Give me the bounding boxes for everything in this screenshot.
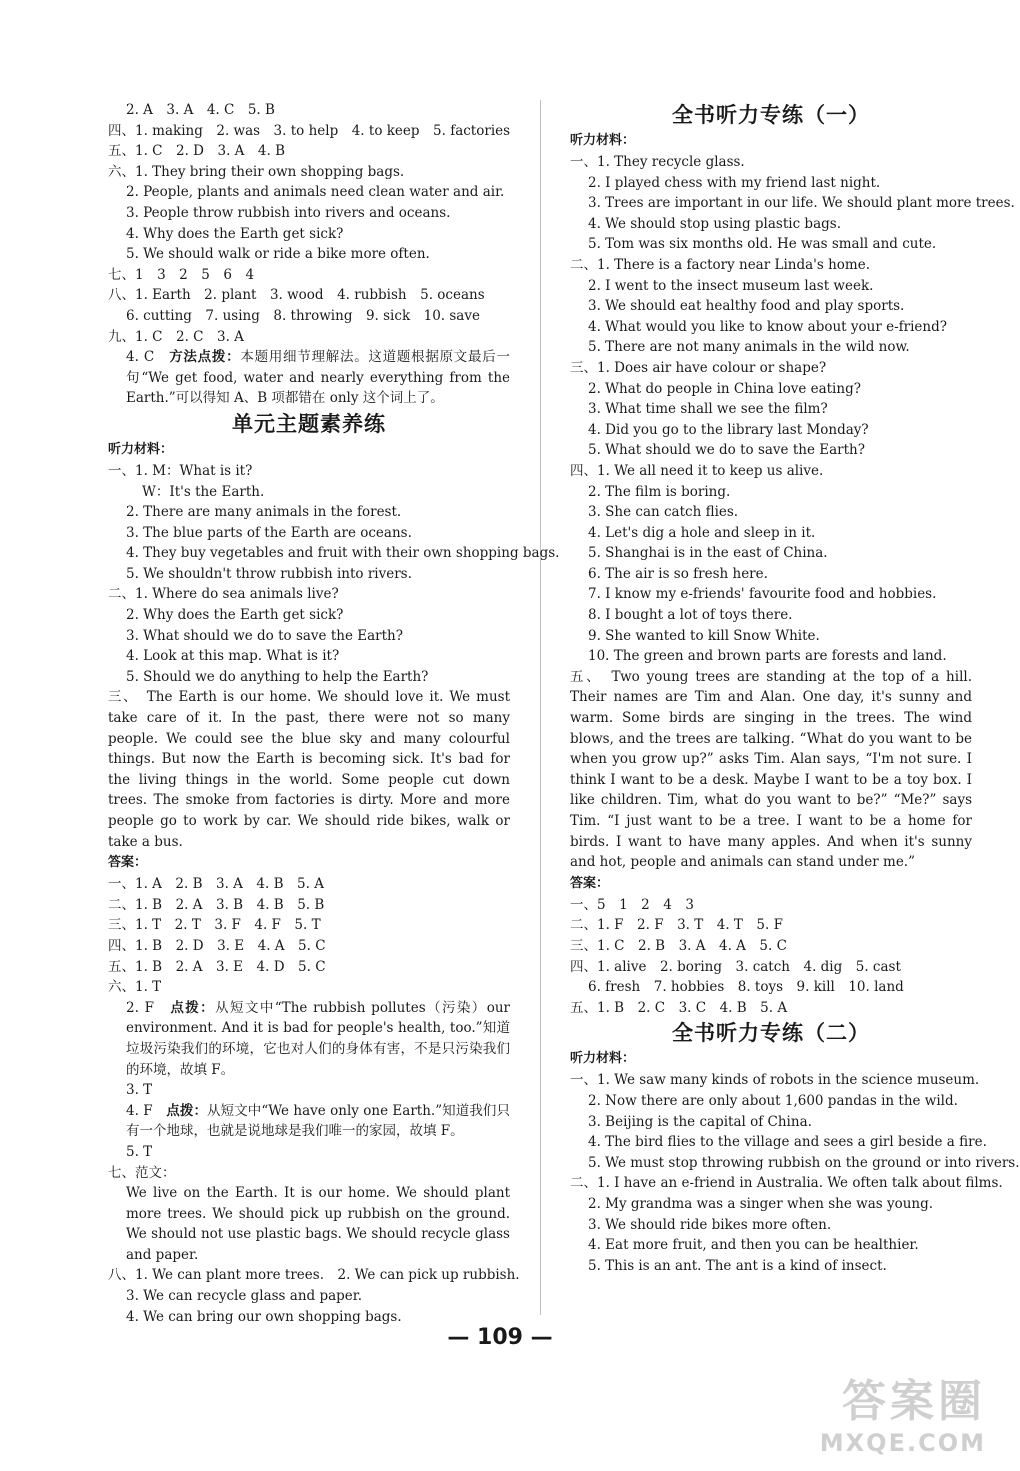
script-line: 2. What do people in China love eating? [588, 380, 861, 397]
script-line: 5. This is an ant. The ant is a kind of insect. [588, 1257, 887, 1274]
tip-label: 点拨： [170, 999, 216, 1016]
answer-line: 6. cutting 7. using 8. throwing 9. sick 10. save [126, 307, 480, 324]
answer-label: 答案： [108, 855, 148, 871]
script-line: 4. We should stop using plastic bags. [588, 215, 841, 232]
explanation-text: 本题用细节理解法。这道题根据原文最后一句“We get food, water and nearly everything from the Earth.”可以得知 A、B 项都错在 only 这个词上了。 [126, 349, 511, 407]
script-line: 四、1. We all need it to keep us alive. [570, 462, 824, 479]
right-column [570, 100, 1020, 1276]
script-line: 3. She can catch flies. [588, 504, 739, 521]
script-line: 5. Shanghai is in the east of China. [588, 545, 828, 562]
answer-prefix: 4. F [126, 1102, 167, 1119]
script-line: 3. We should ride bikes more often. [588, 1216, 832, 1233]
script-line: 2. There are many animals in the forest. [126, 504, 402, 521]
script-line: 一、1. We saw many kinds of robots in the science museum. [570, 1072, 980, 1089]
listening-material-label: 听力材料： [108, 441, 174, 457]
script-paragraph: 五、 Two young trees are standing at the top of a hill. Their names are Tim and Alan. One day, it's sunny and warm. Some birds are singing in the trees. The wind blows, and the trees are talking. “What do you want to be when you grow up?” asks Tim. Alan says, “I'm not sure. I think I want to be a desk. Maybe I want to be a toy box. I like children. Tim, what do you want to be?” “Me?” says Tim. “I just want to be a tree. I want to be a home for birds. I want to have many apples. And when it's sunny and hot, people and animals can stand under me.” [570, 668, 972, 871]
script-line: W：It's the Earth. [142, 483, 265, 500]
answer-line: 五、1. C 2. D 3. A 4. B [108, 143, 286, 160]
answer-line: 二、1. F 2. F 3. T 4. T 5. F [570, 917, 783, 934]
script-line: 5. What should we do to save the Earth? [588, 442, 865, 459]
script-line: 二、1. I have an e-friend in Australia. We often talk about films. [570, 1175, 1003, 1192]
sample-essay: We live on the Earth. It is our home. We should plant more trees. We should pick up rubbish on the ground. We should not use plastic bags. We should recycle glass and paper. [126, 1185, 510, 1263]
section-title: 全书听力专练（二） [672, 1021, 870, 1046]
script-line: 4. Eat more fruit, and then you can be healthier. [588, 1237, 919, 1254]
script-line: 5. We shouldn't throw rubbish into rivers. [126, 565, 412, 582]
script-line: 5. Should we do anything to help the Earth? [126, 668, 429, 685]
script-line: 二、1. There is a factory near Linda's home. [570, 256, 870, 273]
section-title: 单元主题素养练 [232, 411, 386, 436]
script-line: 4. What would you like to know about your e-friend? [588, 318, 947, 335]
script-line: 二、1. Where do sea animals live? [108, 586, 339, 603]
script-line: 2. Why does the Earth get sick? [126, 607, 344, 624]
script-line: 三、1. Does air have colour or shape? [570, 359, 827, 376]
listening-material-label: 听力材料： [570, 133, 636, 148]
answer-prefix: 2. F [126, 999, 171, 1016]
script-line: 3. Trees are important in our life. We should plant more trees. [588, 195, 1015, 212]
script-paragraph: 三、 The Earth is our home. We should love it. We must take care of it. In the past, there were not so many people. We could see the blue sky and many colourful things. But now the Earth is becoming sick. It's bad for the living things in the world. Some people cut down trees. The smoke from factories is dirty. More and more people go to work by car. We should ride bikes, walk or take a bus. [108, 689, 510, 850]
script-line: 4. The bird flies to the village and sees a girl beside a fire. [588, 1134, 987, 1151]
script-line: 2. The film is boring. [588, 483, 731, 500]
script-line: 4. Look at this map. What is it? [126, 648, 340, 665]
script-line: 9. She wanted to kill Snow White. [588, 627, 820, 644]
script-line: 2. My grandma was a singer when she was young. [588, 1195, 934, 1212]
answer-line: 一、5 1 2 4 3 [570, 896, 694, 913]
answer-prefix: 4. C [126, 349, 170, 366]
watermark-logo [820, 1365, 986, 1457]
sample-essay-label: 七、范文： [108, 1164, 176, 1181]
script-line: 4. Did you go to the library last Monday? [588, 421, 869, 438]
answer-line: 六、1. They bring their own shopping bags. [108, 163, 405, 180]
listening-material-label: 听力材料： [570, 1051, 636, 1067]
answer-line: 6. fresh 7. hobbies 8. toys 9. kill 10. land [588, 979, 904, 996]
answer-line: 二、1. B 2. A 3. B 4. B 5. B [108, 896, 325, 913]
answer-line: 九、1. C 2. C 3. A [108, 328, 244, 345]
script-line: 3. We should eat healthy food and play sports. [588, 298, 905, 315]
script-line: 2. Now there are only about 1,600 pandas in the wild. [588, 1092, 958, 1109]
answer-line: 四、1. making 2. was 3. to help 4. to keep 5. factories [108, 122, 511, 139]
answer-line: 三、1. T 2. T 3. F 4. F 5. T [108, 917, 321, 934]
script-line: 3. Beijing is the capital of China. [588, 1113, 812, 1130]
explanation-note [108, 998, 510, 1080]
left-column [108, 100, 560, 1327]
script-line: 一、1. They recycle glass. [570, 154, 745, 170]
explanation-note [108, 1101, 510, 1142]
script-line: 3. What should we do to save the Earth? [126, 627, 403, 644]
explanation-text: 从短文中“The rubbish pollutes（污染）our environment. And it is bad for people's health, too.”知道垃圾污染我们的环境，它也对人们的身体有害，不是只污染我们的环境，故填 F。 [126, 999, 511, 1078]
script-line: 2. I played chess with my friend last night. [588, 174, 881, 191]
answer-line: 3. We can recycle glass and paper. [126, 1288, 363, 1305]
answer-line: 八、1. Earth 2. plant 3. wood 4. rubbish 5. oceans [108, 287, 485, 304]
answer-line: 5. T [126, 1143, 153, 1160]
section-title: 全书听力专练（一） [672, 103, 870, 127]
script-line: 4. They buy vegetables and fruit with their own shopping bags. [126, 545, 560, 562]
answer-line: 3. People throw rubbish into rivers and oceans. [126, 204, 451, 221]
script-line: 5. There are not many animals in the wild now. [588, 339, 910, 356]
answer-line: 2. People, plants and animals need clean water and air. [126, 184, 505, 201]
answer-line: 2. A 3. A 4. C 5. B [126, 102, 275, 118]
script-line: 10. The green and brown parts are forests and land. [588, 648, 947, 665]
answer-line: 四、1. alive 2. boring 3. catch 4. dig 5. cast [570, 958, 901, 975]
script-line: 5. We must stop throwing rubbish on the ground or into rivers. [588, 1154, 1020, 1171]
answer-line: 五、1. B 2. C 3. C 4. B 5. A [570, 999, 788, 1016]
script-line: 7. I know my e-friends' favourite food and hobbies. [588, 586, 937, 603]
answer-line: 4. We can bring our own shopping bags. [126, 1308, 402, 1325]
answer-line: 三、1. C 2. B 3. A 4. A 5. C [570, 937, 787, 954]
answer-line: 3. T [126, 1082, 153, 1099]
answer-line: 四、1. B 2. D 3. E 4. A 5. C [108, 937, 326, 954]
answer-line: 五、1. B 2. A 3. E 4. D 5. C [108, 958, 326, 975]
column-divider [540, 100, 541, 1315]
method-tip-label: 方法点拨： [169, 349, 241, 366]
answer-line: 5. We should walk or ride a bike more often. [126, 246, 430, 263]
watermark-url-text: MXQE.COM [819, 1429, 986, 1457]
page-number: — 109 — [447, 1325, 553, 1350]
answer-line: 六、1. T [108, 979, 162, 996]
script-line: 3. The blue parts of the Earth are oceans. [126, 524, 412, 541]
script-line: 8. I bought a lot of toys there. [588, 607, 793, 624]
explanation-note [108, 347, 510, 409]
script-line: 一、1. M：What is it? [108, 462, 253, 479]
script-line: 3. What time shall we see the film? [588, 401, 828, 418]
tip-label: 点拨： [166, 1102, 208, 1119]
script-line: 4. Let's dig a hole and sleep in it. [588, 524, 816, 541]
script-line: 5. Tom was six months old. He was small and cute. [588, 236, 937, 253]
script-line: 2. I went to the insect museum last week. [588, 277, 874, 294]
watermark-main-text: 答案圈 [842, 1376, 986, 1427]
script-line: 6. The air is so fresh here. [588, 565, 768, 582]
answer-line: 七、1 3 2 5 6 4 [108, 266, 255, 283]
answer-line: 4. Why does the Earth get sick? [126, 225, 344, 242]
answer-line: 一、1. A 2. B 3. A 4. B 5. A [108, 876, 324, 893]
answer-line: 八、1. We can plant more trees. 2. We can pick up rubbish. [108, 1267, 520, 1284]
explanation-text: 从短文中“We have only one Earth.”知道我们只有一个地球，也就是说地球是我们唯一的家园，故填 F。 [126, 1102, 511, 1140]
answer-label: 答案： [570, 875, 610, 891]
